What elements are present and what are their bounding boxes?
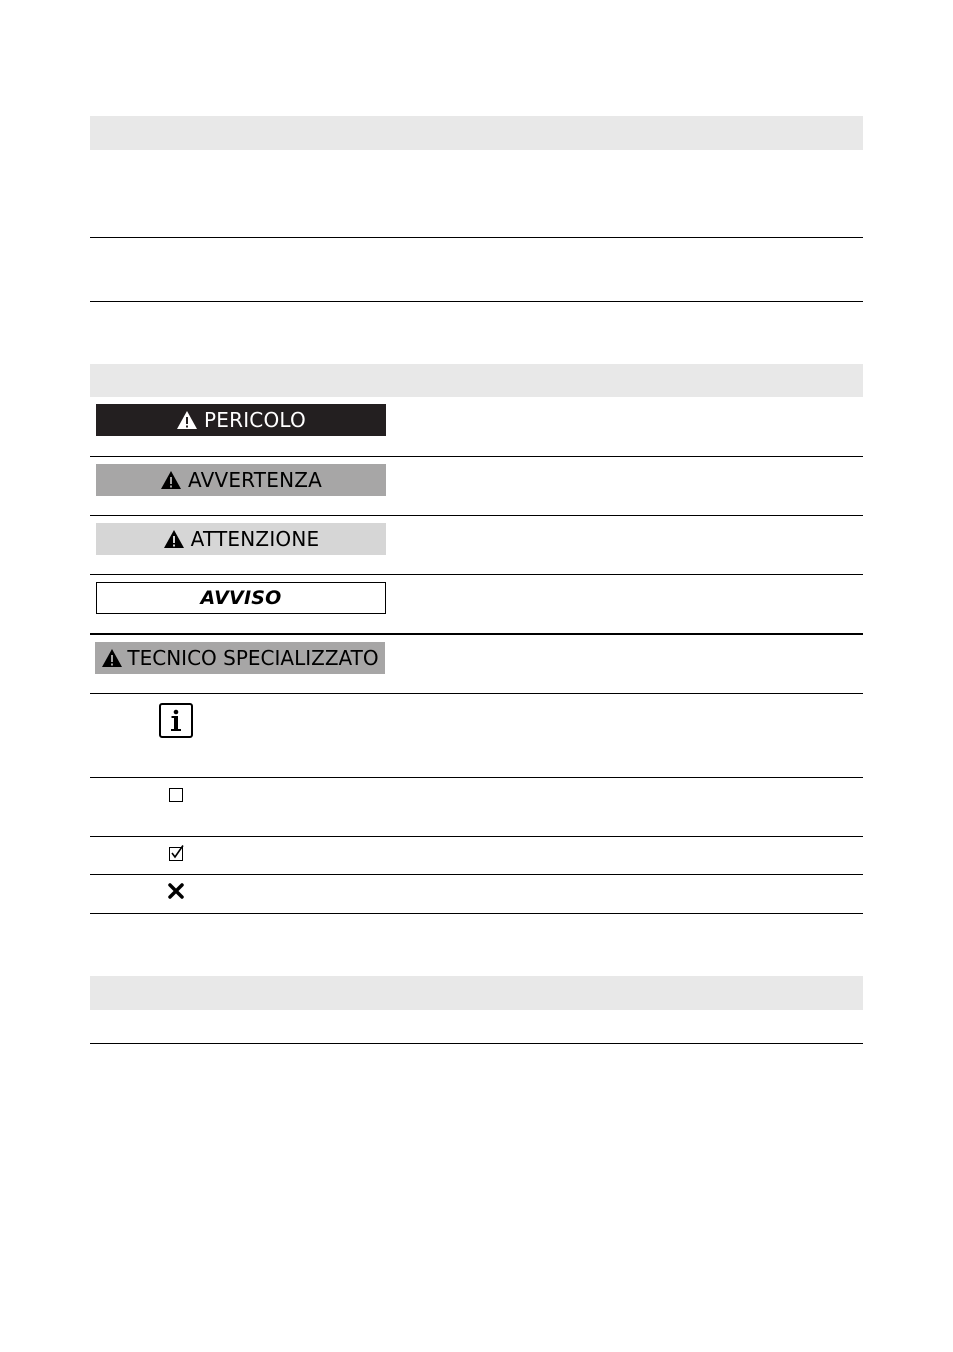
attenzione-row xyxy=(90,516,863,575)
tecnico-badge xyxy=(95,642,385,674)
table-1-row xyxy=(90,150,863,238)
warning-triangle-icon xyxy=(101,648,123,668)
tecnico-label: TECNICO SPECIALIZZATO xyxy=(127,646,379,670)
info-row xyxy=(90,694,863,778)
empty-checkbox-icon xyxy=(169,788,183,802)
tecnico-row xyxy=(90,635,863,694)
table-3-row xyxy=(90,1010,863,1044)
table-1-header xyxy=(90,116,863,150)
avvertenza-label: AVVERTENZA xyxy=(187,468,323,492)
avvertenza-row xyxy=(90,457,863,516)
pericolo-badge xyxy=(96,404,386,436)
checkbox-checked-row xyxy=(90,837,863,875)
pericolo-label: PERICOLO xyxy=(204,408,306,432)
table-3-header xyxy=(90,976,863,1010)
table-1 xyxy=(90,116,863,302)
warning-triangle-icon xyxy=(163,529,185,549)
checkbox-empty-row xyxy=(90,778,863,837)
attenzione-label: ATTENZIONE xyxy=(190,527,320,551)
avviso-row xyxy=(90,575,863,635)
cross-icon xyxy=(168,883,184,899)
table-2 xyxy=(90,364,863,914)
pericolo-row xyxy=(90,397,863,457)
warning-triangle-icon xyxy=(160,470,182,490)
avviso-badge xyxy=(96,582,386,614)
table-3 xyxy=(90,976,863,1044)
avvertenza-badge xyxy=(96,464,386,496)
table-2-header xyxy=(90,364,863,397)
avviso-label: AVVISO xyxy=(200,587,282,609)
attenzione-badge xyxy=(96,523,386,555)
info-icon xyxy=(159,703,193,738)
checked-checkbox-icon xyxy=(169,845,185,861)
warning-triangle-icon xyxy=(176,410,198,430)
cross-row xyxy=(90,875,863,914)
table-1-row xyxy=(90,238,863,302)
